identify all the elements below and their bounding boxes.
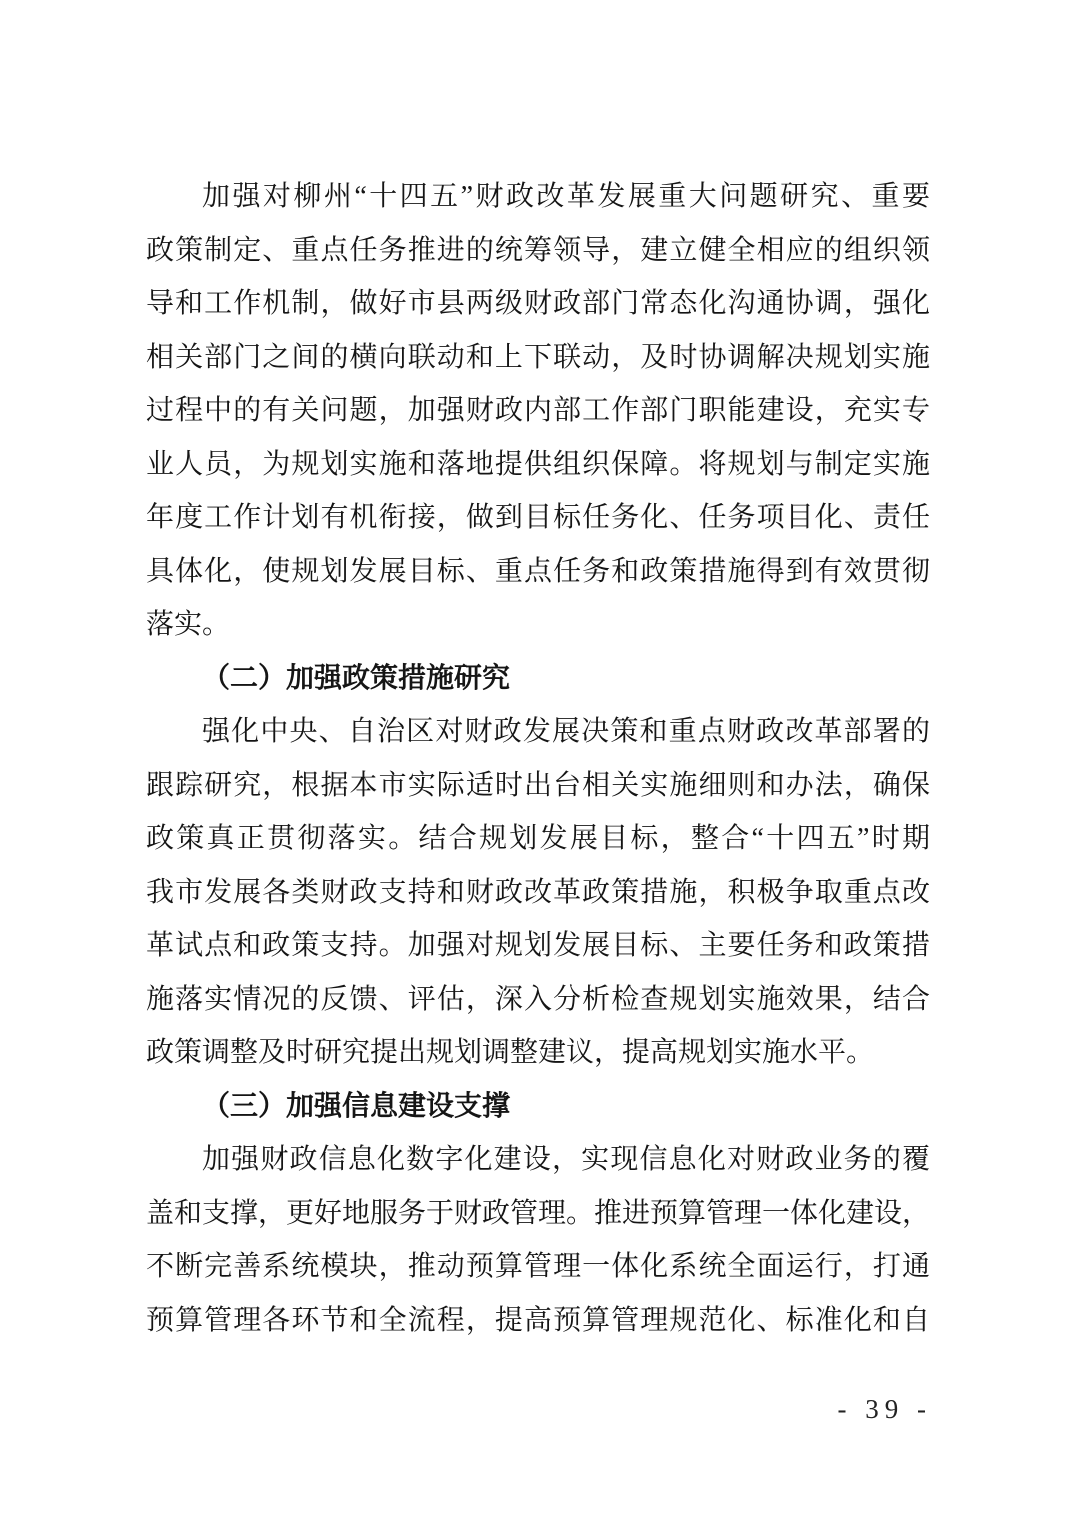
body-line: 政策制定、重点任务推进的统筹领导，建立健全相应的组织领: [146, 234, 930, 266]
body-line: 加强对柳州“十四五”财政改革发展重大问题研究、重要: [202, 181, 930, 212]
section-heading-3: （三）加强信息建设支撑: [202, 1090, 511, 1122]
body-line: 加强财政信息化数字化建设，实现信息化对财政业务的覆: [202, 1144, 930, 1175]
body-line: 革试点和政策支持。加强对规划发展目标、主要任务和政策措: [146, 930, 930, 961]
body-line: 相关部门之间的横向联动和上下联动，及时协调解决规划实施: [146, 341, 930, 373]
body-line: 导和工作机制，做好市县两级财政部门常态化沟通协调，强化: [146, 288, 930, 319]
body-line: 业人员，为规划实施和落地提供组织保障。将规划与制定实施: [146, 448, 930, 480]
body-line: 政策真正贯彻落实。结合规划发展目标，整合“十四五”时期: [146, 823, 930, 854]
document-text-block: [146, 170, 930, 1347]
body-line: 不断完善系统模块，推动预算管理一体化系统全面运行，打通: [146, 1251, 930, 1282]
section-heading-2: （二）加强政策措施研究: [202, 662, 511, 694]
page-number: - 39 -: [837, 1394, 932, 1424]
body-line: 我市发展各类财政支持和财政改革政策措施，积极争取重点改: [146, 876, 930, 908]
body-line: 施落实情况的反馈、评估，深入分析检查规划实施效果，结合: [146, 983, 930, 1015]
body-line: 盖和支撑，更好地服务于财政管理。推进预算管理一体化建设，: [146, 1197, 931, 1229]
body-line: 落实。: [146, 609, 231, 640]
body-line: 年度工作计划有机衔接，做到目标任务化、任务项目化、责任: [146, 502, 930, 533]
body-line: 政策调整及时研究提出规划调整建议，提高规划实施水平。: [146, 1037, 875, 1068]
paragraph-1: [146, 170, 930, 652]
paragraph-2: [146, 705, 930, 1080]
body-line: 过程中的有关问题，加强财政内部工作部门职能建设，充实专: [146, 395, 930, 426]
body-line: 预算管理各环节和全流程，提高预算管理规范化、标准化和自: [146, 1304, 930, 1336]
body-line: 具体化，使规划发展目标、重点任务和政策措施得到有效贯彻: [146, 555, 930, 587]
paragraph-3: [146, 1133, 930, 1347]
body-line: 强化中央、自治区对财政发展决策和重点财政改革部署的: [202, 716, 930, 747]
body-line: 跟踪研究，根据本市实际适时出台相关实施细则和办法，确保: [146, 769, 930, 801]
